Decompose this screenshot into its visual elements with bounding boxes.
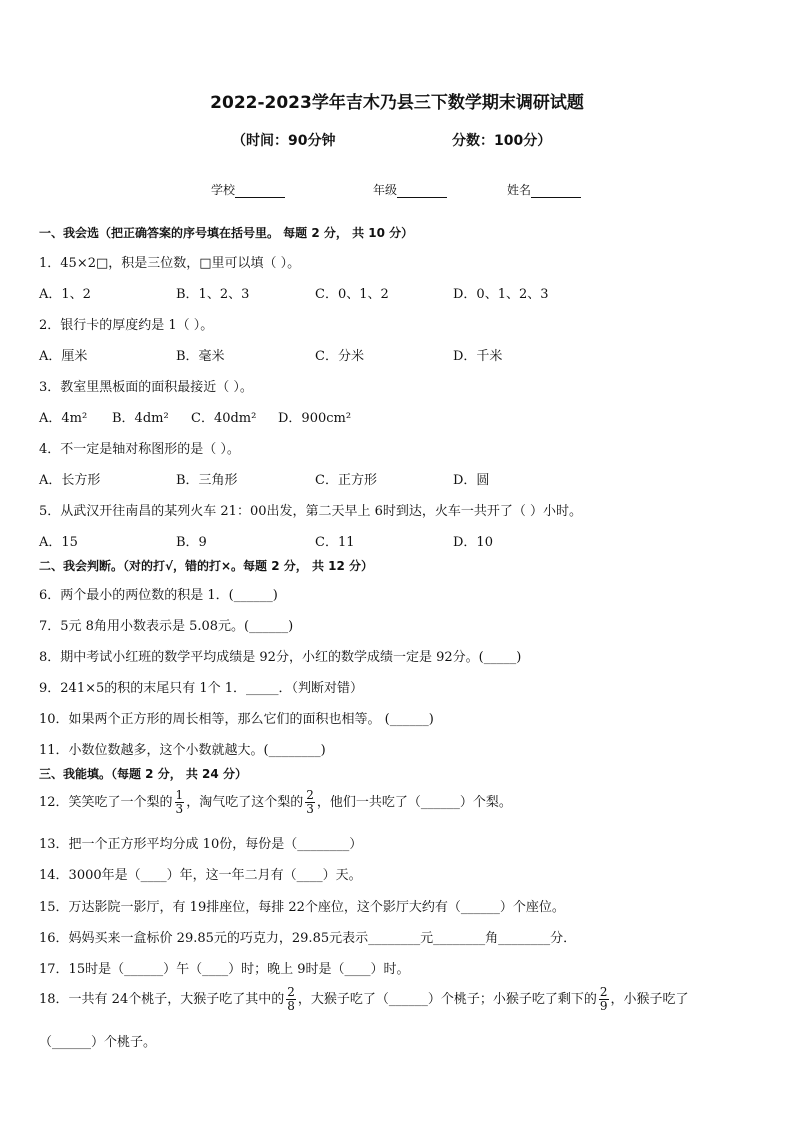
q12-f1-den: 3 <box>175 802 184 816</box>
q4-option-a[interactable]: A．长方形 <box>39 473 101 488</box>
q5-option-c[interactable]: C．11 <box>315 535 355 550</box>
q12-text-c: ，他们一共吃了（______）个梨。 <box>316 795 512 810</box>
question-9: 9．241×5的积的末尾只有 1个 1．_____．（判断对错） <box>39 681 364 696</box>
question-3: 3．教室里黑板面的面积最接近（ ）。 <box>39 380 253 395</box>
q12-f2-num: 2 <box>306 788 314 802</box>
exam-info <box>232 130 592 150</box>
section-heading-2: 二、我会判断。（对的打√，错的打×。每题 2 分， 共 12 分） <box>39 559 373 573</box>
grade-label: 年级 <box>373 183 398 197</box>
school-field[interactable] <box>211 181 285 198</box>
q18-fraction-1 <box>286 986 296 1013</box>
school-blank[interactable] <box>235 184 285 198</box>
question-8: 8．期中考试小红班的数学平均成绩是 92分，小红的数学成绩一定是 92分。(_____) <box>39 650 522 665</box>
q12-text-a: 12．笑笑吃了一个梨的 <box>39 795 173 810</box>
q12-text-b: ，淘气吃了这个梨的 <box>186 795 304 810</box>
q3-option-c[interactable]: C．40dm² <box>191 411 257 426</box>
question-12 <box>39 789 512 816</box>
name-label: 姓名 <box>507 183 532 197</box>
name-field[interactable] <box>507 181 581 198</box>
question-14: 14．3000年是（____）年，这一年二月有（____）天。 <box>39 868 362 883</box>
question-1: 1．45×2□，积是三位数，□里可以填（ ）。 <box>39 256 301 271</box>
page-title: 2022-2023学年吉木乃县三下数学期末调研试题 <box>210 93 584 113</box>
q12-f1-num: 1 <box>175 788 184 802</box>
question-17: 17．15时是（______）午（____）时；晚上 9时是（____）时。 <box>39 962 410 977</box>
question-4: 4．不一定是轴对称图形的是（ ）。 <box>39 442 240 457</box>
q1-option-a[interactable]: A．1、2 <box>39 287 91 302</box>
q18-f1-num: 2 <box>287 985 295 999</box>
name-blank[interactable] <box>531 184 581 198</box>
question-13: 13．把一个正方形平均分成 10份，每份是（________） <box>39 837 363 852</box>
question-18 <box>39 986 689 1013</box>
q18-fraction-2 <box>599 986 609 1013</box>
section-heading-3: 三、我能填。（每题 2 分， 共 24 分） <box>39 767 247 781</box>
q18-f1-den: 8 <box>287 999 295 1013</box>
question-11: 11．小数位数越多，这个小数就越大。(________) <box>39 743 326 758</box>
q12-fraction-2 <box>305 789 315 816</box>
q3-option-a[interactable]: A．4m² <box>39 411 88 426</box>
total-score: 分数：100分） <box>452 133 552 149</box>
grade-field[interactable] <box>373 181 447 198</box>
q12-f2-den: 3 <box>306 802 314 816</box>
q3-option-b[interactable]: B．4dm² <box>112 411 169 426</box>
q5-option-b[interactable]: B．9 <box>176 535 207 550</box>
question-15: 15．万达影院一影厅，有 19排座位，每排 22个座位，这个影厅大约有（______）个座位。 <box>39 900 565 915</box>
q2-option-b[interactable]: B．毫米 <box>176 349 225 364</box>
q2-option-c[interactable]: C．分米 <box>315 349 364 364</box>
question-16: 16．妈妈买来一盒标价 29.85元的巧克力，29.85元表示________元________角________分． <box>39 931 577 946</box>
q2-option-a[interactable]: A．厘米 <box>39 349 88 364</box>
q12-fraction-1 <box>175 789 185 816</box>
q4-option-b[interactable]: B．三角形 <box>176 473 238 488</box>
q5-option-a[interactable]: A．15 <box>39 535 78 550</box>
q4-option-d[interactable]: D．圆 <box>453 473 490 488</box>
q2-option-d[interactable]: D．千米 <box>453 349 503 364</box>
q3-option-d[interactable]: D．900cm² <box>278 411 352 426</box>
school-label: 学校 <box>211 183 236 197</box>
q1-option-d[interactable]: D．0、1、2、3 <box>453 287 549 302</box>
q5-option-d[interactable]: D．10 <box>453 535 493 550</box>
section-heading-1: 一、我会选（把正确答案的序号填在括号里。 每题 2 分， 共 10 分） <box>39 226 414 240</box>
question-6: 6．两个最小的两位数的积是 1．(______) <box>39 588 278 603</box>
question-18-continued: （______）个桃子。 <box>39 1035 157 1050</box>
question-5: 5．从武汉开往南昌的某列火车 21：00出发，第二天早上 6时到达，火车一共开了（ ）小时。 <box>39 504 583 519</box>
q1-option-b[interactable]: B．1、2、3 <box>176 287 250 302</box>
q18-text-a: 18．一共有 24个桃子，大猴子吃了其中的 <box>39 992 285 1007</box>
q4-option-c[interactable]: C．正方形 <box>315 473 377 488</box>
q18-f2-num: 2 <box>599 985 608 999</box>
time-limit: （时间：90分钟 <box>232 133 336 149</box>
grade-blank[interactable] <box>397 184 447 198</box>
q1-option-c[interactable]: C．0、1、2 <box>315 287 389 302</box>
q18-text-c: ，小猴子吃了 <box>610 992 689 1007</box>
question-7: 7．5元 8角用小数表示是 5.08元。(______) <box>39 619 294 634</box>
question-10: 10．如果两个正方形的周长相等，那么它们的面积也相等。 (______) <box>39 712 434 727</box>
q18-text-b: ，大猴子吃了（______）个桃子；小猴子吃了剩下的 <box>297 992 597 1007</box>
question-2: 2．银行卡的厚度约是 1（ ）。 <box>39 318 214 333</box>
q18-f2-den: 9 <box>599 999 608 1013</box>
